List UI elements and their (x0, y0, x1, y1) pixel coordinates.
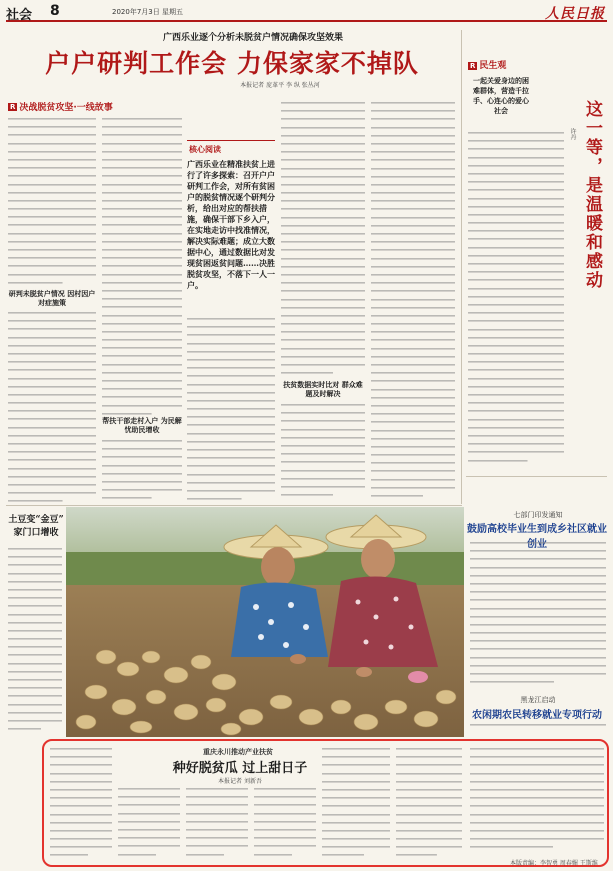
column-3-text (187, 316, 275, 504)
section-divider (6, 505, 462, 506)
column-2-text-2 (102, 438, 182, 502)
column-2-text (102, 116, 182, 416)
highlight-kicker: 重庆永川推动产业扶贫 (203, 747, 273, 756)
core-reading-box (187, 140, 275, 312)
core-reading-title: 核心阅读 (189, 145, 221, 154)
heilongjiang-article-title: 农闲期农民转移就业专项行动 (472, 710, 602, 721)
employment-article-title: 鼓励高校毕业生到成乡社区就业 (467, 524, 607, 535)
masthead (6, 4, 607, 22)
lead-headline: 户户研判工作会 力保家家不掉队 (45, 49, 419, 78)
issue-date: 2020年7月3日 星期五 (112, 8, 183, 16)
highlight-col-2 (118, 786, 180, 862)
middle-subhead: 帮扶干部走村入户 为民解忧助民增收 (102, 416, 182, 434)
highlight-col-3 (186, 786, 248, 862)
heilongjiang-article-kicker: 黑龙江启动 (520, 696, 556, 704)
editor-credit: 本版责编：李智勇 周春媚 王斯维 (510, 860, 598, 867)
employment-article-kicker: 七部门印发通知 (513, 511, 563, 519)
employment-article-text (470, 540, 606, 692)
right-section-head: R 民生观 (470, 61, 507, 71)
heilongjiang-article-text-top (470, 722, 606, 736)
potato-article-title: 土豆变“金豆” 家门口增收 (8, 515, 64, 538)
commentary-author: 许丹 (569, 128, 576, 140)
right-divider (466, 476, 607, 477)
left-section-head: R 决战脱贫攻坚·一线故事 (10, 103, 113, 113)
left-column-text-2 (8, 310, 96, 504)
r-badge-icon: R (10, 103, 16, 111)
core-reading-body: 广西乐业在精准扶贫上进行了许多探索：召开户户研判工作会，对所有贫困户的脱贫情况逐个研判分析，给出对应的帮扶措施，确保干部下乡入户，在实地走访中找准情况，解决实际难题；成立大数据中心，通过数据比对发现贫困返贫问题……决胜脱贫攻坚，不落下一人一户。 (187, 159, 275, 290)
right-teaser: 一起关爱身边的困难群体，营造千拉手、心连心的爱心社会 (473, 76, 529, 115)
left-subhead: 研判未脱贫户情况 因村因户对症施策 (8, 289, 96, 307)
column-5-text (371, 100, 455, 502)
lead-byline: 本报记者 庞革平 李 纵 张丛河 (240, 82, 320, 89)
farmers-potato-photo (66, 507, 464, 737)
highlight-col-5 (322, 746, 390, 862)
page-number: 8 (50, 3, 60, 19)
column-4-text (281, 100, 365, 378)
section-name: 社会 (6, 8, 33, 23)
highlight-col-1 (50, 746, 112, 862)
newspaper-logo: 人民日报 (545, 6, 605, 22)
highlight-col-6 (396, 746, 462, 862)
commentary-title: 这一等，是温暖和感动 (582, 100, 602, 290)
column-4-text-2 (281, 402, 365, 502)
column-divider (461, 30, 462, 504)
right-subhead: 扶贫数据实时比对 群众难题及时解决 (283, 380, 363, 398)
potato-article-text (8, 546, 62, 734)
r-badge-icon: R (470, 62, 476, 70)
highlight-title: 种好脱贫瓜 过上甜日子 (172, 761, 308, 776)
commentary-text (468, 130, 564, 470)
highlight-col-4 (254, 786, 316, 862)
highlight-col-7 (470, 746, 604, 854)
lead-kicker: 广西乐业逐个分析未脱贫户情况确保攻坚效果 (162, 33, 343, 43)
photo-illustration (66, 507, 464, 737)
left-column-text (8, 116, 96, 286)
highlight-byline: 本报记者 刘新吾 (218, 778, 262, 785)
